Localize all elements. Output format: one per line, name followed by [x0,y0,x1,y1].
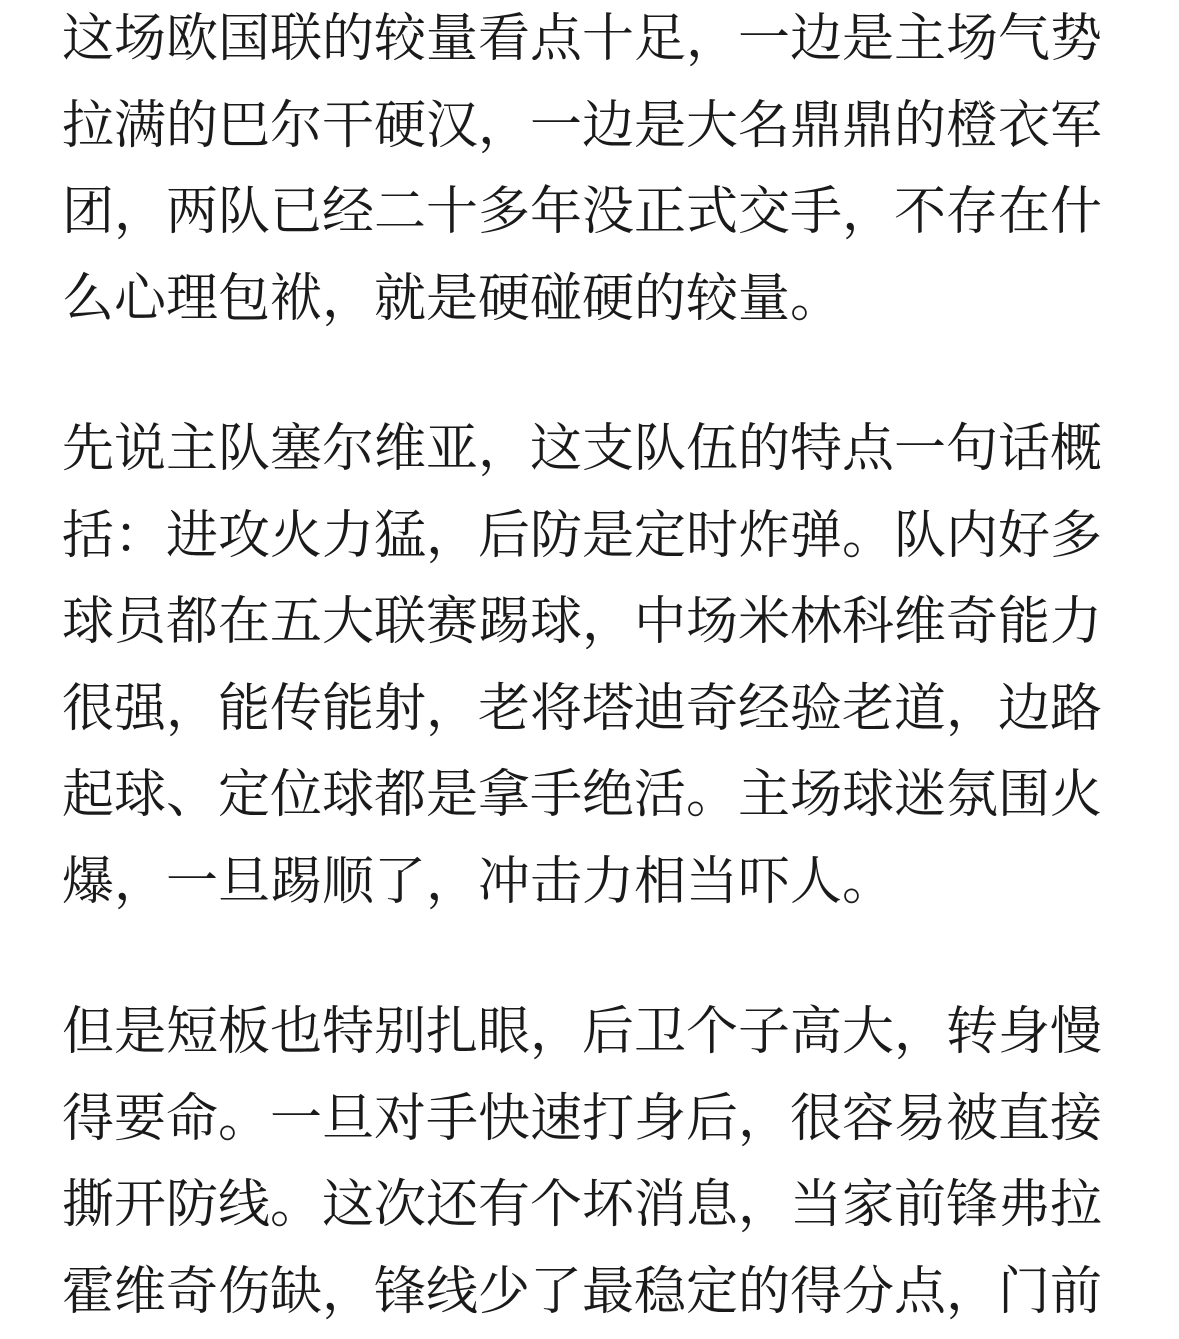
text-line: 爆，一旦踢顺了，冲击力相当吓人。 [62,851,895,912]
text-line: 很强，能传能射，老将塔迪奇经验老道，边路 [62,678,1103,739]
text-line: 球员都在五大联赛踢球，中场米林科维奇能力 [62,592,1103,652]
text-line: 但是短板也特别扎眼，后卫个子高大，转身慢 [62,1002,1103,1062]
paragraph-intro [62,0,1122,342]
text-line: 括：进攻火力猛，后防是定时炸弹。队内好多 [62,505,1103,566]
text-line: 霍维奇伤缺，锋线少了最稳定的得分点，门前 [62,1261,1103,1322]
paragraph-serbia-weaknesses [62,989,1122,1335]
text-line: 起球、定位球都是拿手绝活。主场球迷氛围火 [62,765,1103,825]
text-line: 这场欧国联的较量看点十足，一边是主场气势 [62,9,1103,69]
paragraph-serbia-strengths [62,406,1122,925]
text-line: 撕开防线。这次还有个坏消息，当家前锋弗拉 [62,1175,1103,1235]
text-line: 先说主队塞尔维亚，这支队伍的特点一句话概 [62,419,1103,479]
text-line: 团，两队已经二十多年没正式交手，不存在什 [62,182,1103,242]
article-body [62,0,1122,1335]
text-line: 得要命。一旦对手快速打身后，很容易被直接 [62,1088,1103,1149]
text-line: 么心理包袱，就是硬碰硬的较量。 [62,268,843,329]
text-line: 拉满的巴尔干硬汉，一边是大名鼎鼎的橙衣军 [62,95,1103,156]
